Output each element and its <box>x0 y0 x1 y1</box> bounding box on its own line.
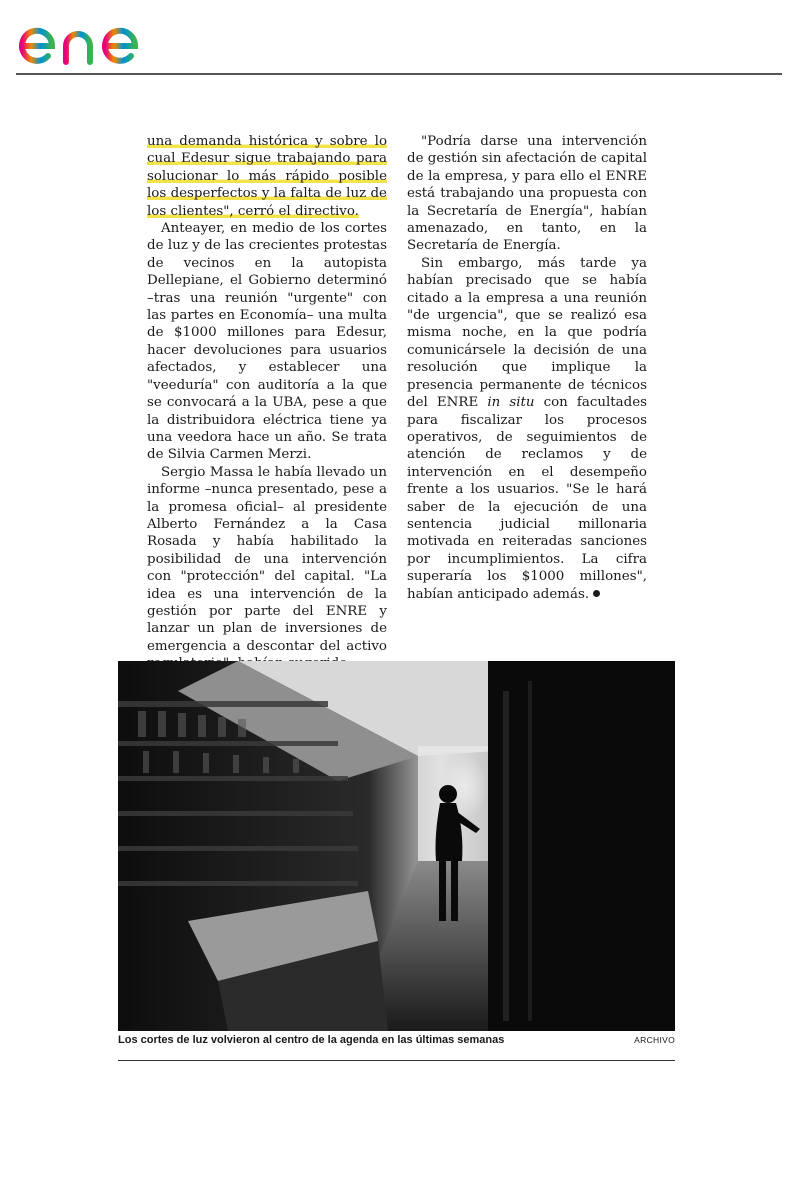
article-paragraph <box>407 255 647 603</box>
article-column-right <box>407 133 647 603</box>
article-paragraph: "Podría darse una intervención de gestión sin afectación de capital de la empresa, y para ello el ENRE está trabajando una propuesta con la Secretaría de Energía", habían amenazado, en tanto, en la Secretaría de Energía. <box>407 134 647 254</box>
article-photo <box>118 661 675 1031</box>
photo-credit: ARCHIVO <box>634 1035 675 1045</box>
article-paragraph: Anteayer, en medio de los cortes de luz y de las crecientes protestas de vecinos en la autopista Dellepiane, el Gobierno determinó –tras una reunión "urgente" con las partes en Economía– una multa de $1000 millones para Edesur, hacer devoluciones para usuarios afectados, y establecer una "veeduría" con auditoría a la que se convocará a la UBA, pese a que la distribuidora eléctrica tiene ya una veedora hace un año. Se trata de Silvia Carmen Merzi. <box>147 221 387 463</box>
italic-term: in situ <box>487 395 535 411</box>
photo-caption: Los cortes de luz volvieron al centro de la agenda en las últimas semanas <box>118 1034 505 1046</box>
article-text: Sin embargo, más tarde ya habían precisado que se había citado a la empresa a una reunión "de urgencia", que se realizó esa misma noche, en la que podría comunicársele la decisión de una resolución que implique la presencia permanente de técnicos del ENRE <box>407 255 647 411</box>
article-text: con facultades para fiscalizar los procesos operativos, de seguimientos de atención de reclamos y de intervención en el desempeño frente a los usuarios. "Se le hará saber de la ejecución de una sentencia judicial millonaria motivada en reiteradas sanciones por incumplimientos. La cifra superaría los $1000 millones", habían anticipado además. <box>407 395 647 602</box>
enel-logo <box>18 10 180 66</box>
end-of-article-bullet <box>593 590 600 597</box>
article-column-left <box>147 133 387 673</box>
header-divider <box>16 73 782 75</box>
highlighted-text: una demanda histórica y sobre lo cual Edesur sigue trabajando para solucionar lo más rápido posible los desperfectos y la falta de luz de los clientes", cerró el directivo. <box>147 134 387 219</box>
article-paragraph <box>147 133 387 220</box>
caption-divider <box>118 1060 675 1061</box>
article-paragraph: Sergio Massa le había llevado un informe –nunca presentado, pese a la promesa oficial– al presidente Alberto Fernández a la Casa Rosada y había habilitado la posibilidad de una intervención con "protección" del capital. "La idea es una intervención de la gestión por parte del ENRE y lanzar un plan de inversiones de emergencia a descontar del activo <box>147 464 387 654</box>
